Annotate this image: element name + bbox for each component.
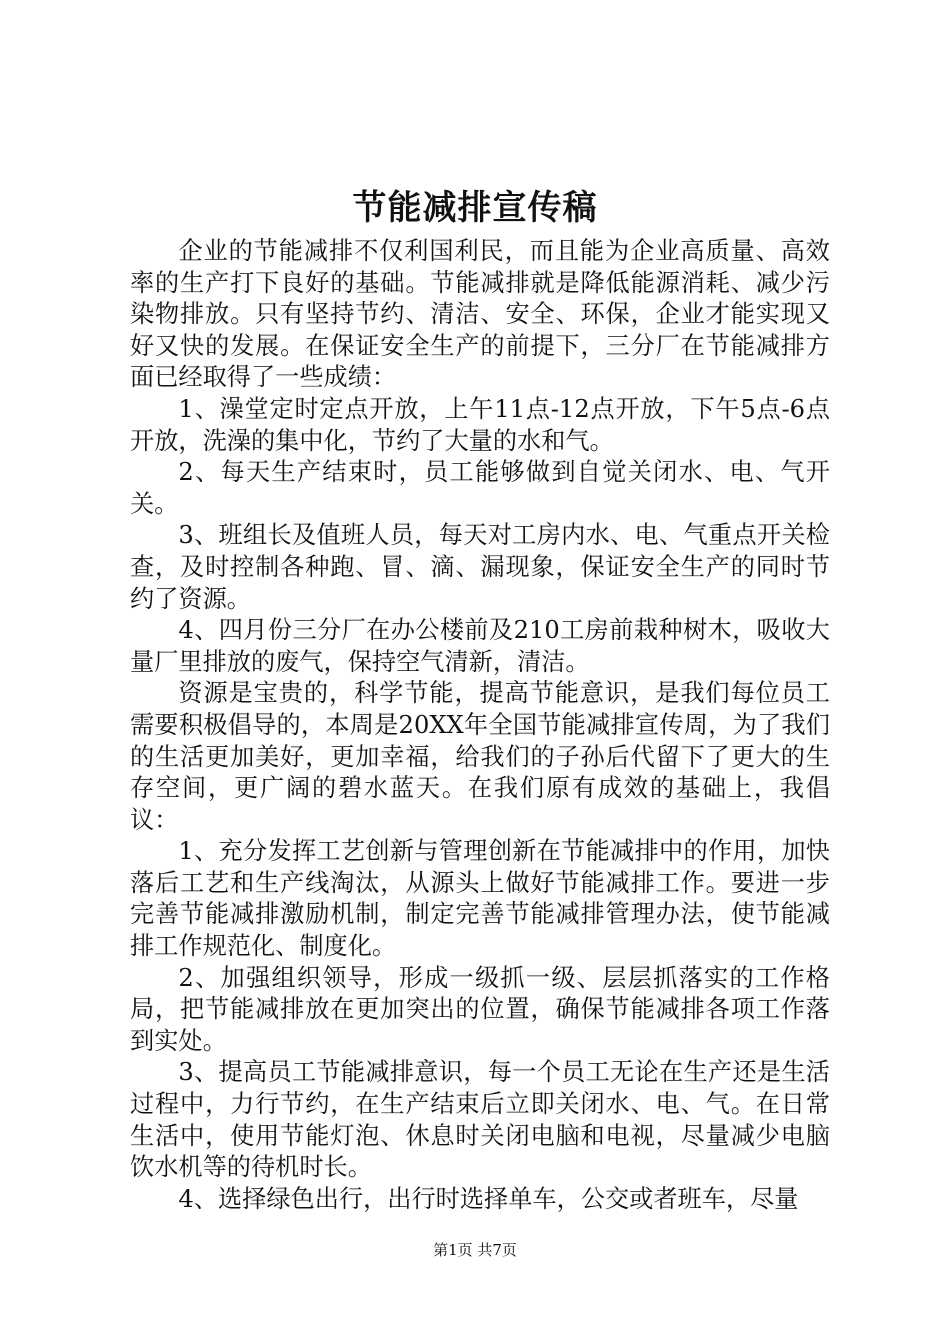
paragraph-achievement-1: 1、澡堂定时定点开放，上午11点-12点开放，下午5点-6点开放，洗澡的集中化，节约了大量的水和气。 <box>130 394 830 455</box>
paragraph-proposal-2: 2、加强组织领导，形成一级抓一级、层层抓落实的工作格局，把节能减排放在更加突出的位置，确保节能减排各项工作落到实处。 <box>130 963 830 1055</box>
paragraph-proposal-1: 1、充分发挥工艺创新与管理创新在节能减排中的作用，加快落后工艺和生产线淘汰，从源头上做好节能减排工作。要进一步完善节能减排激励机制，制定完善节能减排管理办法，使节能减排工作规范化、制度化。 <box>130 837 830 961</box>
paragraph-proposal-4: 4、选择绿色出行，出行时选择单车，公交或者班车，尽量 <box>178 1184 799 1213</box>
paragraph-proposal-3: 3、提高员工节能减排意识，每一个员工无论在生产还是生活过程中，力行节约，在生产结束后立即关闭水、电、气。在日常生活中，使用节能灯泡、休息时关闭电脑和电视，尽量减少电脑饮水机等的待机时长。 <box>130 1058 830 1182</box>
document-body <box>130 236 830 1215</box>
page-number: 第1页 共7页 <box>433 1241 517 1259</box>
paragraph-achievement-2: 2、每天生产结束时，员工能够做到自觉关闭水、电、气开关。 <box>130 458 830 518</box>
paragraph-achievement-4: 4、四月份三分厂在办公楼前及210工房前栽种树木，吸收大量厂里排放的废气，保持空气清新，清洁。 <box>130 616 830 676</box>
paragraph-intro: 企业的节能减排不仅利国利民，而且能为企业高质量、高效率的生产打下良好的基础。节能减排就是降低能源消耗、减少污染物排放。只有坚持节约、清洁、安全、环保，企业才能实现又好又快的发展。在保证安全生产的前提下，三分厂在节能减排方面已经取得了一些成绩： <box>130 237 830 392</box>
paragraph-achievement-3: 3、班组长及值班人员，每天对工房内水、电、气重点开关检查，及时控制各种跑、冒、滴、漏现象，保证安全生产的同时节约了资源。 <box>130 521 830 613</box>
paragraph-proposal-intro: 资源是宝贵的，科学节能，提高节能意识，是我们每位员工需要积极倡导的，本周是20XX年全国节能减排宣传周，为了我们的生活更加美好，更加幸福，给我们的子孙后代留下了更大的生存空间，更广阔的碧水蓝天。在我们原有成效的基础上，我倡议： <box>130 679 830 834</box>
document-title: 节能减排宣传稿 <box>352 188 598 228</box>
